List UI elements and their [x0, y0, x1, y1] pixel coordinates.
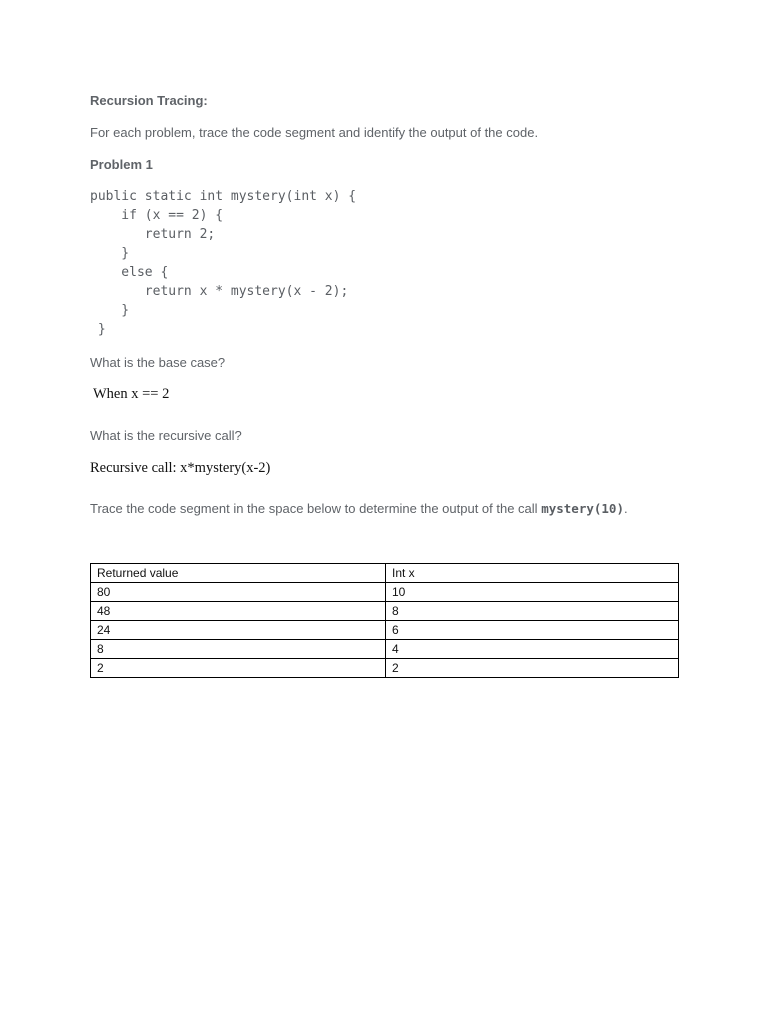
section-title: Recursion Tracing: — [90, 93, 208, 108]
trace-prompt-text: Trace the code segment in the space below to determine the output of the call — [90, 501, 542, 516]
table-header-row — [91, 564, 679, 583]
code-line: } — [90, 246, 130, 261]
problem-title: Problem 1 — [90, 157, 153, 172]
code-line: } — [90, 303, 130, 318]
trace-prompt — [90, 501, 628, 516]
recursive-call-answer: Recursive call: x*mystery(x-2) — [90, 460, 271, 476]
trace-prompt-period: . — [623, 501, 628, 516]
header-returned-value: Returned value — [91, 564, 386, 583]
base-case-question: What is the base case? — [90, 355, 226, 370]
code-line: return 2; — [90, 227, 216, 242]
int-x-cell: 8 — [386, 602, 679, 621]
code-line: if (x == 2) { — [90, 208, 224, 223]
table-row — [91, 621, 679, 640]
table-row — [91, 640, 679, 659]
header-int-x: Int x — [386, 564, 679, 583]
code-line: else { — [90, 265, 169, 280]
table-row — [91, 659, 679, 678]
returned-value-cell: 24 — [91, 621, 386, 640]
code-line: } — [90, 322, 106, 337]
instructions-text: For each problem, trace the code segment and identify the output of the code. — [90, 125, 539, 140]
code-block — [90, 187, 356, 339]
returned-value-cell: 80 — [91, 583, 386, 602]
int-x-cell: 10 — [386, 583, 679, 602]
returned-value-cell: 8 — [91, 640, 386, 659]
returned-value-cell: 2 — [91, 659, 386, 678]
table-row — [91, 583, 679, 602]
recursive-call-question: What is the recursive call? — [90, 428, 242, 443]
code-line: public static int mystery(int x) { — [90, 189, 357, 204]
code-line: return x * mystery(x - 2); — [90, 284, 349, 299]
base-case-answer: When x == 2 — [93, 386, 170, 402]
int-x-cell: 6 — [386, 621, 679, 640]
trace-call-code: mystery(10) — [541, 501, 624, 516]
table-row — [91, 602, 679, 621]
trace-table — [90, 563, 679, 678]
returned-value-cell: 48 — [91, 602, 386, 621]
int-x-cell: 2 — [386, 659, 679, 678]
int-x-cell: 4 — [386, 640, 679, 659]
